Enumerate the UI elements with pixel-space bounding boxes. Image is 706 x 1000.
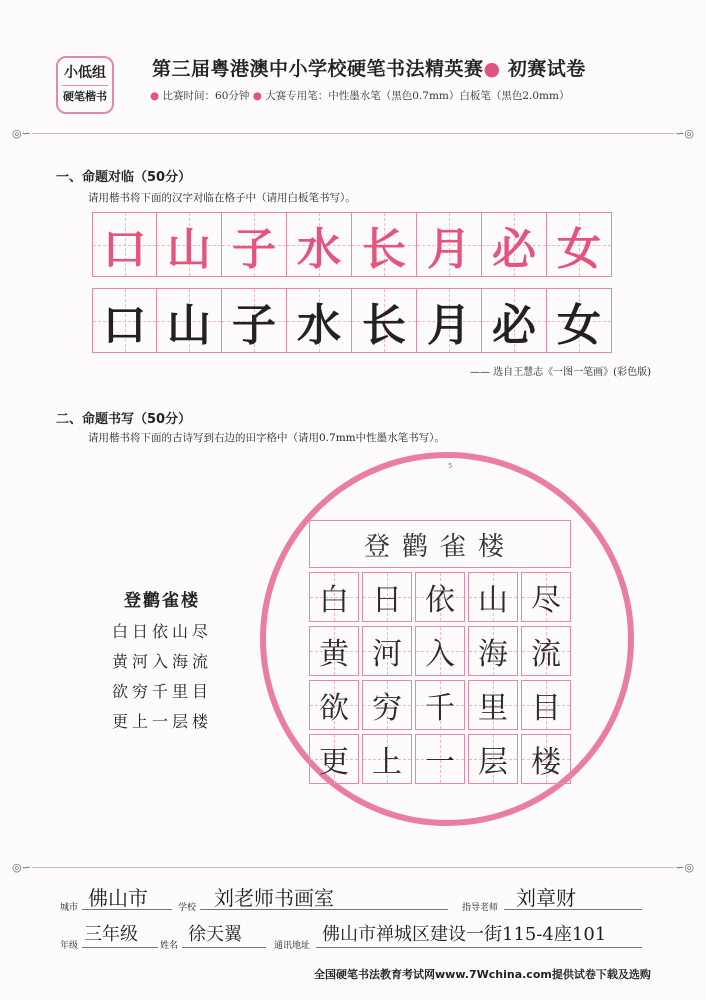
group-label: 小低组 [62, 61, 108, 86]
answer-cell: 一 [415, 734, 465, 784]
model-char-cell: 长 [352, 212, 417, 277]
copy-char-cell: 女 [547, 288, 612, 353]
poem-line: 更上一层楼 [111, 712, 212, 731]
bullet-icon: ● [150, 90, 160, 102]
answer-row [309, 734, 574, 784]
school-label: 学校 [178, 903, 197, 913]
poem-reference [92, 586, 232, 737]
answer-row [309, 626, 574, 676]
model-char-cell: 必 [482, 212, 547, 277]
address-value: 佛山市禅城区建设一街115-4座101 [322, 924, 607, 945]
model-char-cell: 子 [222, 212, 287, 277]
answer-cell: 山 [468, 572, 518, 622]
title-suffix: 初赛试卷 [507, 58, 586, 80]
answer-cell: 白 [309, 572, 359, 622]
city-label: 城市 [60, 903, 79, 913]
model-char-cell: 山 [157, 212, 222, 277]
answer-cell: 日 [362, 572, 412, 622]
answer-cell: 黄 [309, 626, 359, 676]
name-label: 姓名 [160, 941, 179, 951]
copy-char-cell: 月 [417, 288, 482, 353]
group-badge [56, 56, 114, 114]
poem-line: 黄河入海流 [111, 652, 212, 671]
city-value: 佛山市 [88, 886, 148, 910]
answer-cell: 海 [468, 626, 518, 676]
model-char-row [92, 212, 612, 277]
copy-char-cell: 必 [482, 288, 547, 353]
footer-divider [12, 862, 694, 874]
answer-cell: 入 [415, 626, 465, 676]
copy-char-cell: 口 [92, 288, 157, 353]
copy-char-cell: 子 [222, 288, 287, 353]
section2-instruction: 请用楷书将下面的古诗写到右边的田字格中（请用0.7mm中性墨水笔书写）。 [88, 432, 445, 444]
copy-char-cell: 长 [352, 288, 417, 353]
answer-cell: 千 [415, 680, 465, 730]
scroll-ornament-icon: ◎∽ [12, 861, 31, 874]
category-label: 硬笔楷书 [63, 90, 107, 103]
model-char-cell: 口 [92, 212, 157, 277]
answer-cell: 目 [521, 680, 571, 730]
model-char-cell: 月 [417, 212, 482, 277]
page-title [152, 54, 586, 81]
model-char-cell: 水 [287, 212, 352, 277]
answer-cell: 更 [309, 734, 359, 784]
section1-instruction: 请用楷书将下面的汉字对临在格子中（请用白板笔书写）。 [88, 192, 356, 204]
answer-cell: 流 [521, 626, 571, 676]
copy-char-row [92, 288, 612, 353]
source-citation: —— 选自王慧志《一图一笔画》(彩色版) [470, 367, 651, 378]
bullet-icon: ● [483, 58, 501, 80]
school-field[interactable] [200, 886, 448, 910]
name-field[interactable] [182, 924, 266, 948]
answer-cell: 欲 [309, 680, 359, 730]
teacher-label: 指导老师 [462, 903, 499, 913]
address-label: 通讯地址 [274, 941, 311, 951]
poem-title: 登鹳雀楼 [124, 591, 200, 611]
footer-note: 全国硬笔书法教育考试网www.7Wchina.com提供试卷下载及选购 [314, 968, 651, 981]
answer-cell: 河 [362, 626, 412, 676]
address-field[interactable] [316, 924, 642, 948]
answer-cell: 里 [468, 680, 518, 730]
section2-title: 二、命题书写（50分） [56, 412, 192, 427]
bullet-icon: ● [252, 90, 262, 102]
exam-meta [150, 88, 569, 103]
copy-char-cell: 山 [157, 288, 222, 353]
header-divider [12, 128, 694, 140]
exam-pen: 大赛专用笔：中性墨水笔（黑色0.7mm）白板笔（黑色2.0mm） [265, 90, 570, 102]
answer-title-box: 登鹳雀楼 [309, 520, 571, 568]
teacher-value: 刘章财 [516, 886, 576, 910]
copy-char-cell: 水 [287, 288, 352, 353]
answer-cell: 楼 [521, 734, 571, 784]
answer-cell: 穷 [362, 680, 412, 730]
school-value: 刘老师书画室 [214, 886, 334, 910]
answer-cell: 尽 [521, 572, 571, 622]
answer-cell: 层 [468, 734, 518, 784]
scroll-ornament-icon: ∽◎ [675, 127, 694, 140]
scroll-ornament-icon: ◎∽ [12, 127, 31, 140]
poem-line: 白日依山尽 [111, 622, 212, 641]
circle-mark: 5 [448, 462, 453, 470]
city-field[interactable] [82, 886, 172, 910]
title-main: 第三届粤港澳中小学校硬笔书法精英赛 [152, 58, 484, 80]
exam-time: 比赛时间：60分钟 [162, 90, 250, 102]
scroll-ornament-icon: ∽◎ [675, 861, 694, 874]
answer-row [309, 572, 574, 622]
section1-title: 一、命题对临（50分） [56, 170, 192, 185]
teacher-field[interactable] [504, 886, 642, 910]
answer-cell: 依 [415, 572, 465, 622]
answer-row [309, 680, 574, 730]
model-char-cell: 女 [547, 212, 612, 277]
poem-line: 欲穷千里目 [111, 682, 212, 701]
answer-cell: 上 [362, 734, 412, 784]
grade-label: 年级 [60, 941, 79, 951]
grade-field[interactable] [82, 924, 158, 948]
grade-value: 三年级 [84, 924, 138, 945]
name-value: 徐天翼 [188, 924, 242, 945]
